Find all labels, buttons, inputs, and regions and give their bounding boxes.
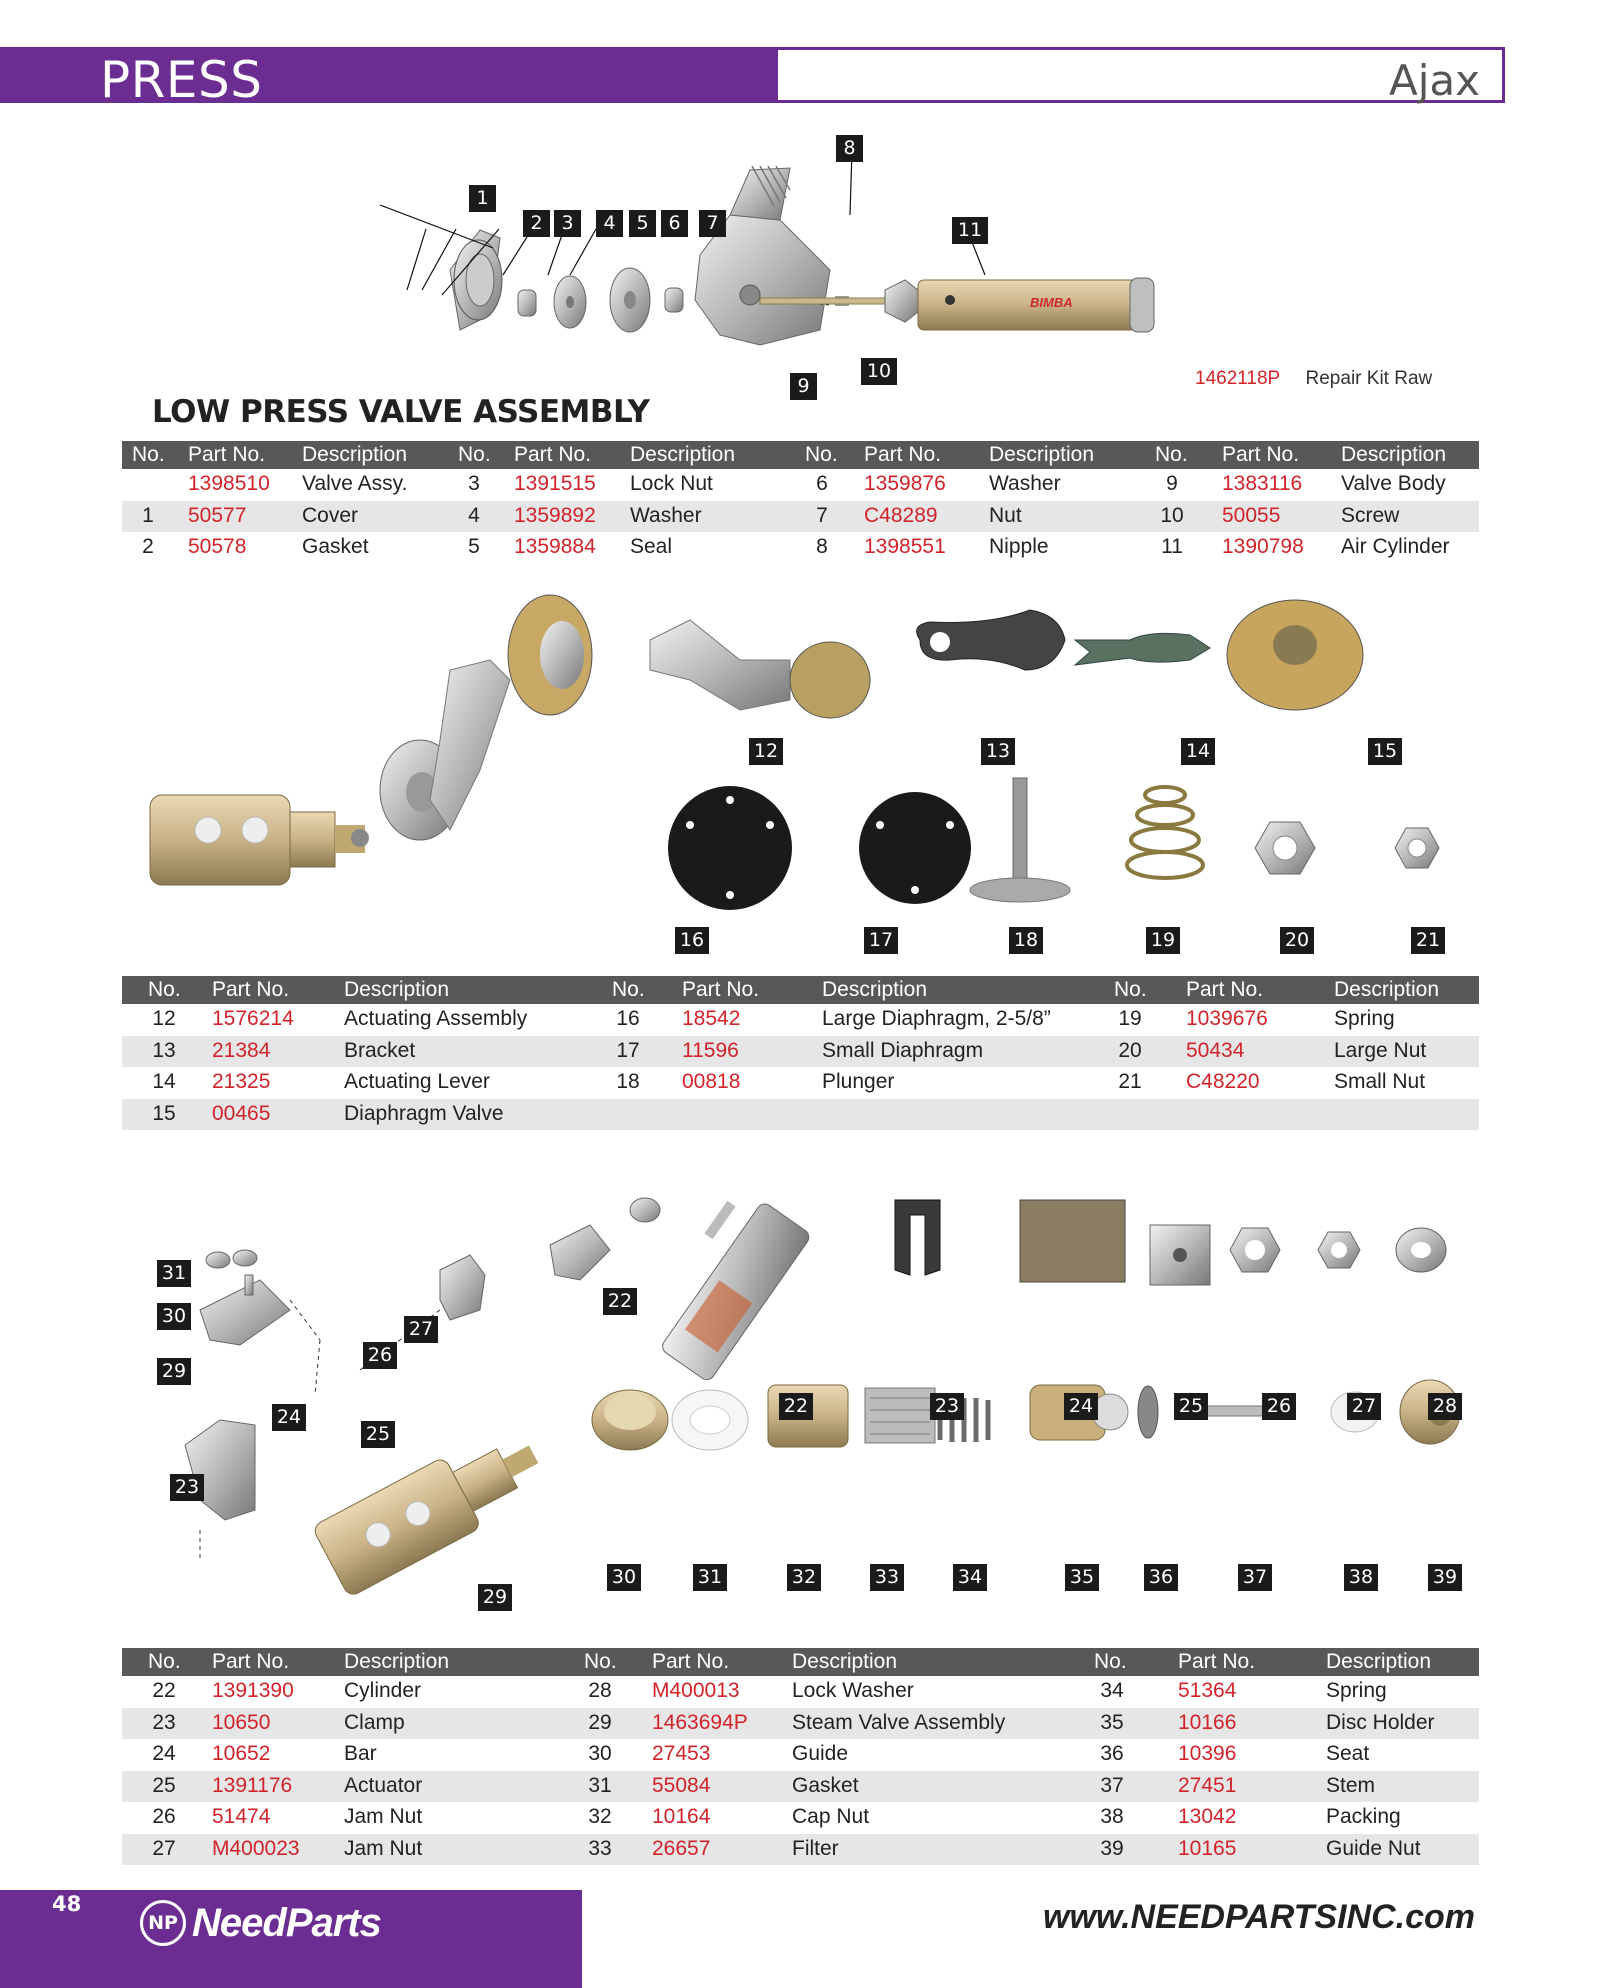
callout-9: 9 (790, 373, 817, 400)
part-description: Disc Holder (1326, 1710, 1435, 1734)
part-number: 50578 (188, 535, 247, 558)
col-header: Part No. (1178, 1650, 1256, 1673)
part-number: 1359884 (514, 535, 596, 558)
table-header (122, 441, 1479, 469)
logo-text: NeedParts (192, 1900, 381, 1945)
callout-7: 7 (699, 210, 726, 237)
col-header: No. (148, 1650, 181, 1673)
item-number: 34 (1100, 1679, 1124, 1702)
part-number: 21325 (212, 1070, 271, 1093)
table-row (122, 1067, 1479, 1099)
col-header: Description (302, 443, 408, 466)
part-description: Packing (1326, 1805, 1401, 1828)
part-description: Nut (989, 503, 1022, 527)
item-number: 22 (152, 1679, 176, 1702)
item-number: 13 (152, 1038, 176, 1062)
callout-31: 31 (693, 1564, 727, 1591)
item-number: 23 (152, 1710, 176, 1734)
item-number: 5 (468, 535, 480, 558)
callout-26-diagram: 26 (363, 1342, 397, 1369)
item-number: 37 (1100, 1773, 1124, 1797)
callout-25-diagram: 25 (361, 1421, 395, 1448)
part-description: Lock Nut (630, 472, 713, 495)
callout-8: 8 (836, 135, 863, 162)
part-number: 1391176 (212, 1773, 293, 1797)
part-description: Small Diaphragm (822, 1038, 984, 1062)
part-number: 1398510 (188, 472, 270, 495)
callout-13: 13 (981, 738, 1015, 765)
callout-37: 37 (1238, 1564, 1272, 1591)
col-header: No. (584, 1650, 617, 1673)
callout-35: 35 (1065, 1564, 1099, 1591)
item-number: 36 (1100, 1742, 1124, 1765)
col-header: Part No. (212, 978, 290, 1001)
callout-11: 11 (952, 217, 988, 244)
part-number: 26657 (652, 1836, 711, 1860)
item-number: 18 (616, 1070, 640, 1093)
part-description: Jam Nut (344, 1805, 423, 1828)
part-description: Bar (344, 1742, 377, 1765)
col-header: Part No. (652, 1650, 730, 1673)
part-description: Spring (1326, 1679, 1387, 1702)
cylinder-label: BIMBA (1030, 295, 1073, 310)
part-description: Guide (792, 1742, 849, 1765)
item-number: 19 (1118, 1007, 1142, 1030)
cover-part (450, 230, 502, 330)
part-number: 00465 (212, 1101, 271, 1125)
col-header: Description (1326, 1650, 1432, 1673)
callout-12: 12 (749, 738, 783, 765)
valve-assembly-diagram (430, 130, 1290, 400)
part-description: Spring (1334, 1007, 1395, 1030)
part-number: 1383116 (1222, 472, 1303, 495)
col-header: Description (792, 1650, 898, 1673)
part-number: 1576214 (212, 1007, 294, 1030)
item-number: 6 (816, 472, 828, 495)
part-number: 13042 (1178, 1805, 1237, 1828)
table-row (122, 1708, 1479, 1740)
callout-20: 20 (1280, 927, 1314, 954)
part-number: 1039676 (1186, 1007, 1268, 1030)
col-header: No. (458, 443, 491, 466)
col-header: Part No. (1222, 443, 1300, 466)
repair-kit-part-no: 1462118P (1195, 368, 1281, 389)
callout-17: 17 (864, 927, 898, 954)
part-description: Air Cylinder (1341, 535, 1450, 558)
part-description: Stem (1326, 1773, 1376, 1797)
item-number: 29 (588, 1710, 612, 1734)
part-number: 55084 (652, 1773, 711, 1797)
table-row (122, 1099, 1479, 1131)
table-row (122, 1676, 1479, 1708)
item-number: 31 (588, 1773, 612, 1797)
part-number: 10164 (652, 1805, 711, 1828)
repair-kit (1195, 368, 1432, 390)
table-header (122, 976, 1479, 1004)
part-number: M400013 (652, 1679, 740, 1702)
brand-title: Ajax (1389, 56, 1480, 105)
page-header (0, 47, 1505, 109)
callout-33: 33 (870, 1564, 904, 1591)
callout-36: 36 (1144, 1564, 1178, 1591)
part-number: 10650 (212, 1710, 271, 1734)
part-number: 1398551 (864, 535, 946, 558)
col-header: No. (132, 443, 165, 466)
part-number: 1359892 (514, 503, 596, 527)
callout-27-diagram: 27 (404, 1316, 438, 1343)
col-header: No. (612, 978, 645, 1001)
item-number: 1 (142, 503, 154, 527)
part-number: 21384 (212, 1038, 271, 1062)
callout-39: 39 (1428, 1564, 1462, 1591)
part-description: Jam Nut (344, 1836, 423, 1860)
part-number: 00818 (682, 1070, 741, 1093)
part-number: C48220 (1186, 1070, 1260, 1093)
col-header: Description (344, 1650, 450, 1673)
page-number: 48 (52, 1892, 82, 1916)
callout-23: 23 (930, 1393, 964, 1420)
callout-30: 30 (607, 1564, 641, 1591)
part-number: 18542 (682, 1007, 741, 1030)
part-number: 10652 (212, 1742, 271, 1765)
col-header: No. (1155, 443, 1188, 466)
part-description: Bracket (344, 1038, 416, 1062)
col-header: Part No. (514, 443, 592, 466)
item-number: 7 (816, 503, 828, 527)
callout-32: 32 (787, 1564, 821, 1591)
callout-38: 38 (1344, 1564, 1378, 1591)
callout-26: 26 (1262, 1393, 1296, 1420)
table-row (122, 1834, 1479, 1866)
item-number: 28 (588, 1679, 612, 1702)
section-title: LOW PRESS VALVE ASSEMBLY (152, 394, 650, 430)
part-description: Cylinder (344, 1679, 422, 1702)
table-row (122, 1771, 1479, 1803)
part-description: Plunger (822, 1070, 895, 1093)
category-banner (0, 47, 778, 109)
part-description: Actuating Assembly (344, 1007, 528, 1030)
callout-34: 34 (953, 1564, 987, 1591)
callout-4: 4 (596, 210, 623, 237)
item-number: 32 (588, 1805, 612, 1828)
part-description: Washer (630, 503, 702, 527)
table-row (122, 1004, 1479, 1036)
part-description: Steam Valve Assembly (792, 1710, 1006, 1734)
item-number: 9 (1166, 472, 1178, 495)
item-number: 27 (152, 1836, 176, 1860)
table-row (122, 469, 1479, 501)
callout-24-diagram: 24 (272, 1404, 306, 1431)
item-number: 12 (152, 1007, 176, 1030)
callout-22: 22 (779, 1393, 813, 1420)
part-description: Valve Body (1341, 472, 1446, 495)
item-number: 15 (152, 1101, 176, 1125)
table-row (122, 501, 1479, 533)
part-description: Seal (630, 535, 673, 558)
part-number: 51364 (1178, 1679, 1237, 1702)
callout-2: 2 (523, 210, 550, 237)
part-description: Seat (1326, 1742, 1370, 1765)
website-url: www.NEEDPARTSINC.com (1043, 1898, 1475, 1936)
part-number: 10396 (1178, 1742, 1237, 1765)
col-header: Part No. (1186, 978, 1264, 1001)
table-row (122, 1036, 1479, 1068)
needparts-logo (140, 1898, 381, 1948)
part-description: Gasket (302, 535, 369, 558)
callout-3: 3 (554, 210, 581, 237)
part-description: Cover (302, 503, 359, 527)
part-description: Small Nut (1334, 1070, 1426, 1093)
part-number: 10166 (1178, 1710, 1237, 1734)
item-number: 33 (588, 1836, 612, 1860)
part-number: M400023 (212, 1836, 300, 1860)
part-description: Large Nut (1334, 1038, 1427, 1062)
parts-table-2 (122, 976, 1479, 1130)
callout-19: 19 (1146, 927, 1180, 954)
part-description: Diaphragm Valve (344, 1101, 504, 1125)
repair-kit-description: Repair Kit Raw (1305, 368, 1433, 389)
col-header: Description (344, 978, 450, 1001)
col-header: Part No. (212, 1650, 290, 1673)
part-number: 50577 (188, 503, 247, 527)
col-header: No. (148, 978, 181, 1001)
item-number: 38 (1100, 1805, 1124, 1828)
callout-1: 1 (469, 185, 496, 212)
item-number: 16 (616, 1007, 640, 1030)
col-header: No. (1114, 978, 1147, 1001)
part-description: Washer (989, 472, 1061, 495)
part-description: Large Diaphragm, 2-5/8” (822, 1007, 1051, 1030)
col-header: No. (1094, 1650, 1127, 1673)
part-description: Actuator (344, 1773, 423, 1797)
item-number: 8 (816, 535, 828, 558)
callout-29-steam-valve: 29 (478, 1584, 512, 1611)
item-number: 35 (1100, 1710, 1124, 1734)
item-number: 2 (142, 535, 154, 558)
callout-22-diagram: 22 (603, 1288, 637, 1315)
item-number: 20 (1118, 1038, 1142, 1062)
item-number: 24 (152, 1742, 176, 1765)
col-header: Description (630, 443, 736, 466)
col-header: Description (989, 443, 1095, 466)
part-description: Cap Nut (792, 1805, 870, 1828)
callout-25: 25 (1174, 1393, 1208, 1420)
brand-banner (778, 47, 1505, 103)
part-number: 11596 (682, 1038, 739, 1062)
col-header: Description (1341, 443, 1447, 466)
part-description: Filter (792, 1836, 839, 1860)
item-number: 39 (1100, 1836, 1124, 1860)
table-row (122, 532, 1479, 564)
item-number: 21 (1118, 1070, 1142, 1093)
callout-31-diagram: 31 (157, 1260, 191, 1287)
part-number: 1359876 (864, 472, 946, 495)
part-number: C48289 (864, 503, 938, 527)
table-row (122, 1739, 1479, 1771)
item-number: 25 (152, 1773, 176, 1797)
callout-24: 24 (1064, 1393, 1098, 1420)
callout-5: 5 (629, 210, 656, 237)
item-number: 4 (468, 503, 480, 527)
part-description: Valve Assy. (302, 472, 408, 495)
part-number: 1391515 (514, 472, 596, 495)
actuating-parts-images (130, 600, 1480, 970)
callout-28: 28 (1428, 1393, 1462, 1420)
part-number: 27453 (652, 1742, 711, 1765)
part-number: 1390798 (1222, 535, 1304, 558)
callout-29-diagram: 29 (157, 1358, 191, 1385)
callout-18: 18 (1009, 927, 1043, 954)
part-description: Actuating Lever (344, 1070, 490, 1093)
callout-10: 10 (861, 358, 897, 385)
part-number: 27451 (1178, 1773, 1237, 1797)
callout-21: 21 (1411, 927, 1445, 954)
callout-27: 27 (1347, 1393, 1381, 1420)
part-description: Clamp (344, 1710, 405, 1734)
part-description: Guide Nut (1326, 1836, 1421, 1860)
parts-table-1 (122, 441, 1479, 564)
col-header: Description (822, 978, 928, 1001)
part-number: 1391390 (212, 1679, 294, 1702)
item-number: 17 (616, 1038, 640, 1062)
part-number: 1463694P (652, 1710, 748, 1734)
item-number: 11 (1161, 535, 1183, 558)
category-title: PRESS (100, 51, 263, 109)
col-header: Part No. (864, 443, 942, 466)
callout-30-diagram: 30 (157, 1303, 191, 1330)
item-number: 26 (152, 1805, 176, 1828)
part-number: 50434 (1186, 1038, 1245, 1062)
callout-23-diagram: 23 (170, 1474, 204, 1501)
part-description: Screw (1341, 503, 1400, 527)
item-number: 14 (152, 1070, 176, 1093)
callout-6: 6 (661, 210, 688, 237)
part-description: Gasket (792, 1773, 859, 1797)
part-number: 50055 (1222, 503, 1281, 527)
part-description: Lock Washer (792, 1679, 914, 1702)
part-description: Nipple (989, 535, 1049, 558)
item-number: 10 (1160, 503, 1184, 527)
item-number: 30 (588, 1742, 612, 1765)
callout-14: 14 (1181, 738, 1215, 765)
table-header (122, 1648, 1479, 1676)
col-header: Description (1334, 978, 1440, 1001)
callout-15: 15 (1368, 738, 1402, 765)
np-logo-icon: NP (140, 1900, 186, 1946)
col-header: Part No. (682, 978, 760, 1001)
part-number: 51474 (212, 1805, 271, 1828)
col-header: No. (805, 443, 838, 466)
parts-table-3 (122, 1648, 1479, 1865)
part-number: 10165 (1178, 1836, 1237, 1860)
callout-16: 16 (675, 927, 709, 954)
table-row (122, 1802, 1479, 1834)
item-number: 3 (468, 472, 480, 495)
col-header: Part No. (188, 443, 266, 466)
